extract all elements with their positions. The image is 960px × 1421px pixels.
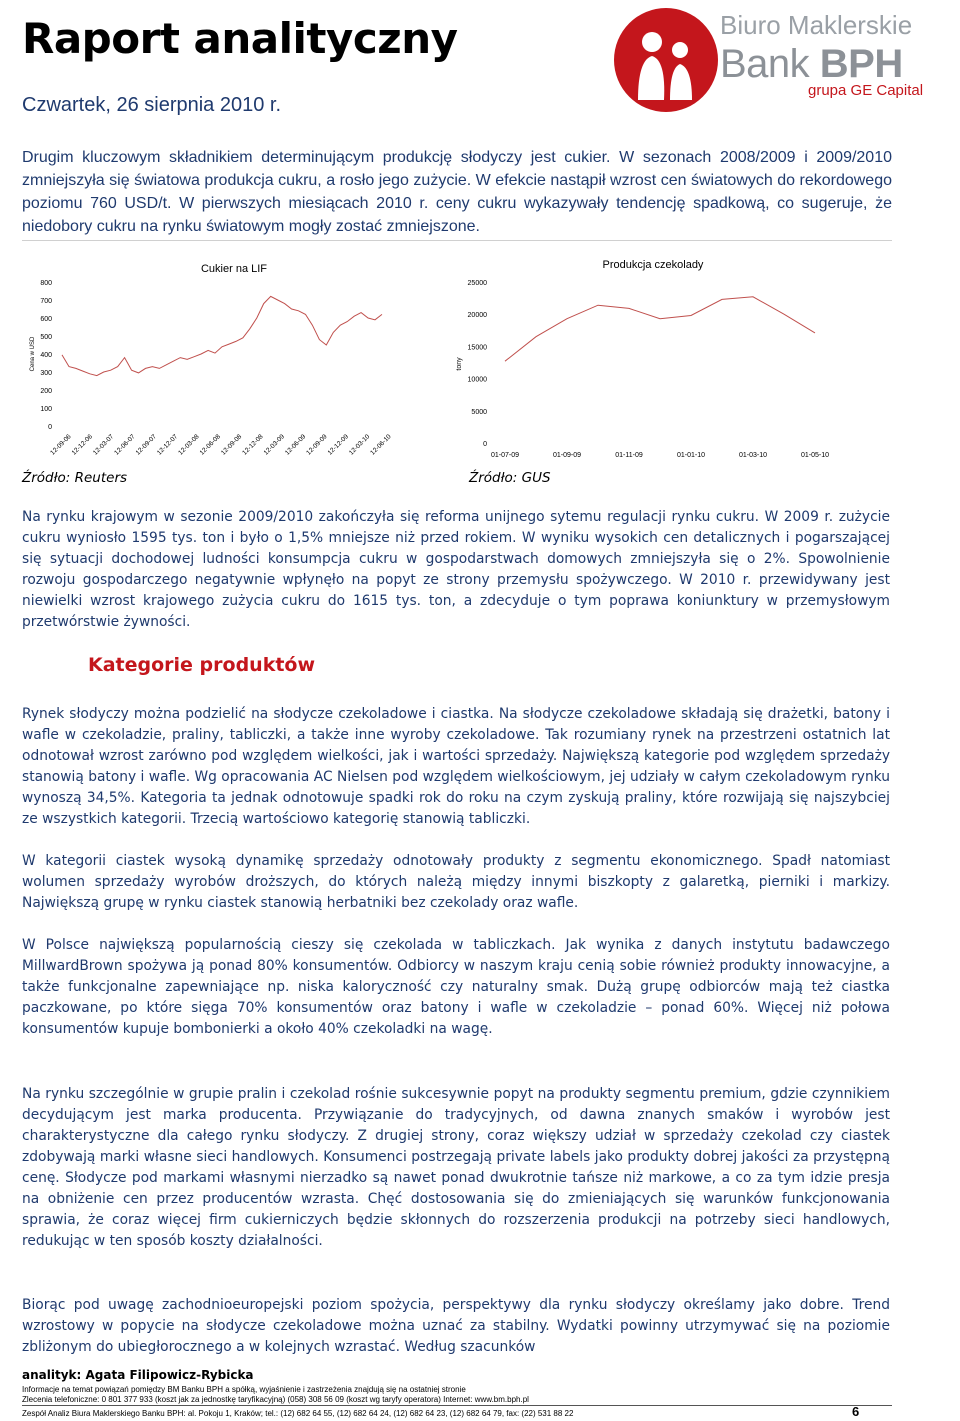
footer-divider (22, 1405, 892, 1406)
footer-address: Zespół Analiz Biura Maklerskiego Banku BPH: al. Pokoju 1, Kraków; tel.: (12) 682 64 55, (12) 682 64 24, (12) 682 64 23, (12) 682 64 79, fax: (22) 531 88 22 (22, 1409, 574, 1418)
x-tick-label: 12-06-08 (198, 433, 222, 457)
chart-title: Produkcja czekolady (602, 259, 704, 271)
y-axis-label: Cena w USD (30, 336, 36, 372)
paragraph-categories: Rynek słodyczy można podzielić na słodycze czekoladowe i ciastka. Na słodycze czekoladowe składają się drażetki, batony i wafle w czekoladzie, praliny, tabliczki, a także inne wyroby czekoladowe. Tak rozumiany rynek na przestrzeni ostatnich lat odnotował wzrost zarówno pod względem wielkości, jak i wartości sprzedaży. Największą kategorie pod względem sprzedaży stanowią batony i wafle. Wg opracowania AC Nielsen pod względem wielkościowym, jej udziały w całym czekoladowym rynku wynoszą 34,5%. Kategoria ta jednak odnotowuje spadki rok do roku na czym zyskują praliny, które rozwijają się najszybciej ze wszystkich kategorii. Trzecią wartościowo kategorię stanowią tabliczki. (22, 706, 890, 827)
bank-logo (608, 2, 924, 118)
divider (22, 240, 892, 241)
x-tick-label: 12-06-10 (369, 433, 393, 457)
paragraph-chocolate-popularity: W Polsce największą popularnością cieszy się czekolada w tabliczkach. Jak wynika z danych instytutu badawczego MillwardBrown spożywa ją ponad 80% konsumentów. Odbiorcy w naszym kraju cenią sobie również produkty innowacyjne, a także funkcjonalne zapewniające np. niska kaloryczność czy naturalny smak. Dużą grupę odbiorców mają też ciastka paczkowane, po które sięga 70% konsumentów oraz batony i wafle w czekoladzie – ponad 60%. Więcej niż połowa konsumentów kupuje bombonierki a około 40% czekoladki na wagę. (22, 937, 890, 1037)
sugar-price-chart (22, 248, 462, 470)
sugar-price-chart-svg (22, 248, 462, 470)
y-tick-label: 10000 (467, 376, 487, 384)
y-tick-label: 800 (40, 280, 52, 287)
x-tick-label: 12-12-06 (70, 433, 94, 457)
analyst-name: analityk: Agata Filipowicz-Rybicka (22, 1368, 254, 1382)
logo-line2-a: Bank (720, 42, 820, 86)
source-reuters: Źródło: Reuters (22, 470, 128, 486)
y-tick-label: 100 (40, 406, 52, 413)
logo-line3: grupa GE Capital (808, 82, 924, 99)
x-tick-label: 01-03-10 (738, 452, 768, 459)
paragraph-sugar-market: Na rynku krajowym w sezonie 2009/2010 zakończyła się reforma unijnego sytemu regulacji rynku cukru. W 2009 r. zużycie cukru wyniosło 1595 tys. ton i było o 1,5% mniejsze niż przed rokiem. W wyniku wysokich cen detalicznych i pogarszającej się sytuacji dochodowej ludności konsumpcja cukru w gospodarstwach domowych zmniejszyła się o 2%. Spowolnienie rozwoju gospodarczego negatywnie wpłynęło na popyt ze strony przemysłu spożywczego. W 2010 r. przewidywany jest niewielki wzrost krajowego zużycia cukru do 1615 tys. ton, a zdecyduje o tym poprawa koniunktury w przemysłowym przetwórstwie żywności. (22, 509, 890, 630)
y-tick-label: 0 (48, 424, 52, 431)
y-tick-label: 20000 (467, 312, 487, 320)
chart-title: Cukier na LIF (200, 263, 268, 275)
logo-line1: Biuro Maklerskie (720, 10, 913, 40)
x-tick-label: 12-03-09 (262, 433, 286, 457)
x-tick-label: 01-09-09 (552, 452, 582, 459)
x-tick-label: 01-07-09 (490, 452, 520, 459)
chocolate-production-chart-svg (455, 248, 835, 470)
y-tick-label: 500 (40, 334, 52, 341)
y-tick-label: 15000 (467, 344, 487, 352)
x-tick-label: 01-01-10 (676, 452, 706, 459)
paragraph-outlook: Biorąc pod uwagę zachodnioeuropejski poziom spożycia, perspektywy dla rynku słodyczy określamy jako dobre. Trend wzrostowy w popycie na słodycze czekoladowe można uznać za stabilny. Wydatki powinny utrzymywać się na poziomie zbliżonym do ubiegłorocznego a w kolejnych wzrastać. Według szacunków (22, 1297, 890, 1355)
x-tick-label: 12-09-09 (305, 433, 329, 457)
x-tick-label: 12-12-09 (326, 433, 350, 457)
y-tick-label: 0 (483, 441, 487, 448)
logo-mark-icon (608, 2, 718, 118)
y-tick-label: 300 (40, 370, 52, 377)
logo-line2-b: BPH (819, 42, 903, 86)
footer-phone: Zlecenia telefoniczne: 0 801 377 933 (koszt jak za jednostkę taryfikacyjną) (058) 308 56 09 (koszt wg taryfy operatora) Internet: www.bm.bph.pl (22, 1395, 529, 1404)
x-tick-label: 12-12-07 (155, 433, 180, 457)
y-axis-label: tony (456, 357, 463, 371)
chocolate-production-chart (455, 248, 835, 470)
x-tick-label: 12-03-10 (347, 433, 372, 457)
sugar-price-line (62, 296, 382, 375)
y-tick-label: 200 (40, 388, 52, 395)
paragraph-premium: Na rynku szczególnie w grupie pralin i czekolad rośnie sukcesywnie popyt na produkty segmentu premium, gdzie czynnikiem decydującym jest marka producenta. Przywiązanie do tradycyjnych, od dawna znanych smaków i wyrobów jest charakterystyczne dla całego rynku słodyczy. Z drugiej strony, coraz większy udział w sprzedaży czekolad czy ciastek zdobywają marki własne sieci handlowych. Konsumenci postrzegają private labels jako produkty dobrej jakości za przystępną cenę. Słodycze pod markami własnymi nierzadko są nawet ponad dwukrotnie tańsze niż markowe, a co za tym idzie presja na obniżenie cen przez producentów wzrasta. Chęć dostosowania się do zmieniających się warunków funkcjonowania sprawia, że coraz więcej firm cukierniczych będzie skłonnych do rozszerzenia produkcji na potrzeby sieci handlowych, redukując w ten sposób koszty działalności. (22, 1086, 890, 1249)
chocolate-production-line (505, 297, 815, 361)
page-number: 6 (852, 1404, 860, 1419)
logo-line2 (720, 42, 903, 87)
y-tick-label: 700 (40, 298, 52, 305)
y-tick-label: 400 (40, 352, 52, 359)
x-tick-label: 12-09-06 (49, 433, 73, 457)
x-tick-label: 12-06-09 (283, 433, 308, 457)
intro-paragraph: Drugim kluczowym składnikiem determinującym produkcję słodyczy jest cukier. W sezonach 2008/2009 i 2009/2010 zmniejszyła się światowa produkcja cukru, a rosło jego zużycie. W efekcie nastąpił wzrost cen światowych do rekordowego poziomu 760 USD/t. W pierwszych miesiącach 2010 r. ceny cukru wykazywały tendencję spadkową, co sugeruje, że niedobory cukru na rynku światowym mogły zostać zmniejszone. (22, 149, 892, 235)
y-tick-label: 5000 (471, 408, 487, 416)
x-tick-label: 12-09-08 (219, 433, 244, 457)
x-tick-label: 12-03-07 (91, 433, 116, 457)
report-title: Raport analityczny (22, 14, 458, 63)
x-tick-label: 01-11-09 (615, 452, 643, 459)
x-tick-label: 12-06-07 (113, 433, 137, 457)
report-date: Czwartek, 26 sierpnia 2010 r. (22, 94, 282, 116)
x-tick-label: 12-03-08 (177, 433, 201, 457)
paragraph-cookies: W kategorii ciastek wysoką dynamikę sprzedaży odnotowały produkty z segmentu ekonomicznego. Spadł natomiast wolumen sprzedaży wyrobów droższych, do których należą między innymi biszkopty z galaretką, pierniki i markizy. Największą grupę w rynku ciastek stanowią herbatniki bez czekolady oraz wafle. (22, 853, 890, 911)
y-tick-label: 600 (40, 316, 52, 323)
footer-disclaimer: Informacje na temat powiązań pomiędzy BM Banku BPH a spółką, wyjaśnienie i zastrzeżenia znajdują się na ostatniej stronie (22, 1385, 466, 1394)
y-tick-label: 25000 (467, 280, 487, 287)
x-tick-label: 01-05-10 (800, 452, 830, 459)
section-heading: Kategorie produktów (88, 654, 316, 676)
x-tick-label: 12-12-08 (241, 433, 265, 457)
source-gus: Źródło: GUS (469, 470, 551, 486)
x-tick-label: 12-09-07 (134, 433, 158, 457)
